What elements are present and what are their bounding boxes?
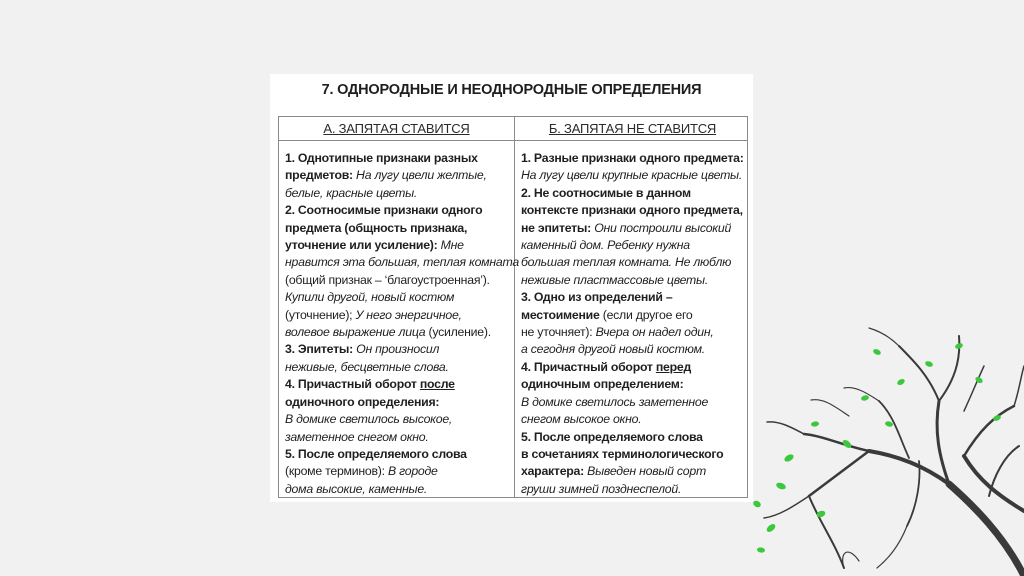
tree-leaves [752,342,1002,553]
text-line: В домике светилось высокое, [285,412,453,427]
text-line: 1. Разные признаки одного предмета: [521,151,744,165]
text-line: в сочетаниях терминологического [521,446,724,461]
page-title: 7. ОДНОРОДНЫЕ И НЕОДНОРОДНЫЕ ОПРЕДЕЛЕНИЯ [321,82,702,98]
column-a-content [285,150,519,498]
text-line: нравится эта большая, теплая комната [285,255,519,270]
text-line: (кроме терминов): В городе [285,464,438,479]
text-line: 2. Соотносимые признаки одного [285,203,483,218]
text-line: не эпитеты: Они построили высокий [521,220,732,235]
text-line: (общий признак – ‘благоустроенная’). [285,272,490,287]
column-b-content [521,150,747,498]
rule-card [270,74,753,502]
text-line: 5. После определяемого слова [521,429,703,444]
column-header-b: Б. ЗАПЯТАЯ НЕ СТАВИТСЯ [548,121,717,136]
text-line: 2. Не соотносимые в данном [521,185,691,200]
text-line: контексте признаки одного предмета, [521,203,743,218]
text-line: большая теплая комната. Не люблю [521,255,732,270]
text-line: 3. Одно из определений – [521,290,673,305]
column-divider [514,117,515,497]
text-line: волевое выражение лица (усиление). [285,325,491,340]
text-line: На лугу цвели крупные красные цветы. [521,168,743,183]
text-line: 4. Причастный оборот после [285,377,455,392]
text-line: предметов: На лугу цвели желтые, [285,168,487,183]
column-header-a: А. ЗАПЯТАЯ СТАВИТСЯ [323,121,470,136]
text-line: дома высокие, каменные. [285,481,428,496]
text-line: Купили другой, новый костюм [285,290,455,305]
text-line: груши зимней позднеспелой. [521,481,682,496]
text-line: белые, красные цветы. [285,185,418,200]
text-line: 4. Причастный оборот перед [521,359,692,374]
text-line: предмета (общность признака, [285,220,468,235]
text-line: В домике светилось заметенное [521,394,709,409]
text-line: а сегодня другой новый костюм. [521,342,705,357]
text-line: одиночным определением: [521,377,684,392]
rules-table [278,116,748,498]
text-line: неживые, бесцветные слова. [285,359,449,374]
tree-icon [749,306,1024,576]
text-line: неживые пластмассовые цветы. [521,272,708,287]
text-line: не уточняет): Вчера он надел один, [521,325,714,340]
text-line: уточнение или усиление): Мне [285,238,464,253]
text-line: снегом высокое окно. [521,412,642,427]
text-line: (уточнение); У него энергичное, [285,307,462,322]
tree-branches [764,328,1024,576]
text-line: каменный дом. Ребенку нужна [521,238,690,253]
text-line: заметенное снегом окно. [285,429,429,444]
text-line: одиночного определения: [285,394,440,409]
text-line: 1. Однотипные признаки разных [285,151,478,165]
text-line: 3. Эпитеты: Он произносил [285,342,440,357]
text-line: местоимение (если другое его [521,307,693,322]
text-line: 5. После определяемого слова [285,446,467,461]
text-line: характера: Выведен новый сорт [521,464,706,479]
